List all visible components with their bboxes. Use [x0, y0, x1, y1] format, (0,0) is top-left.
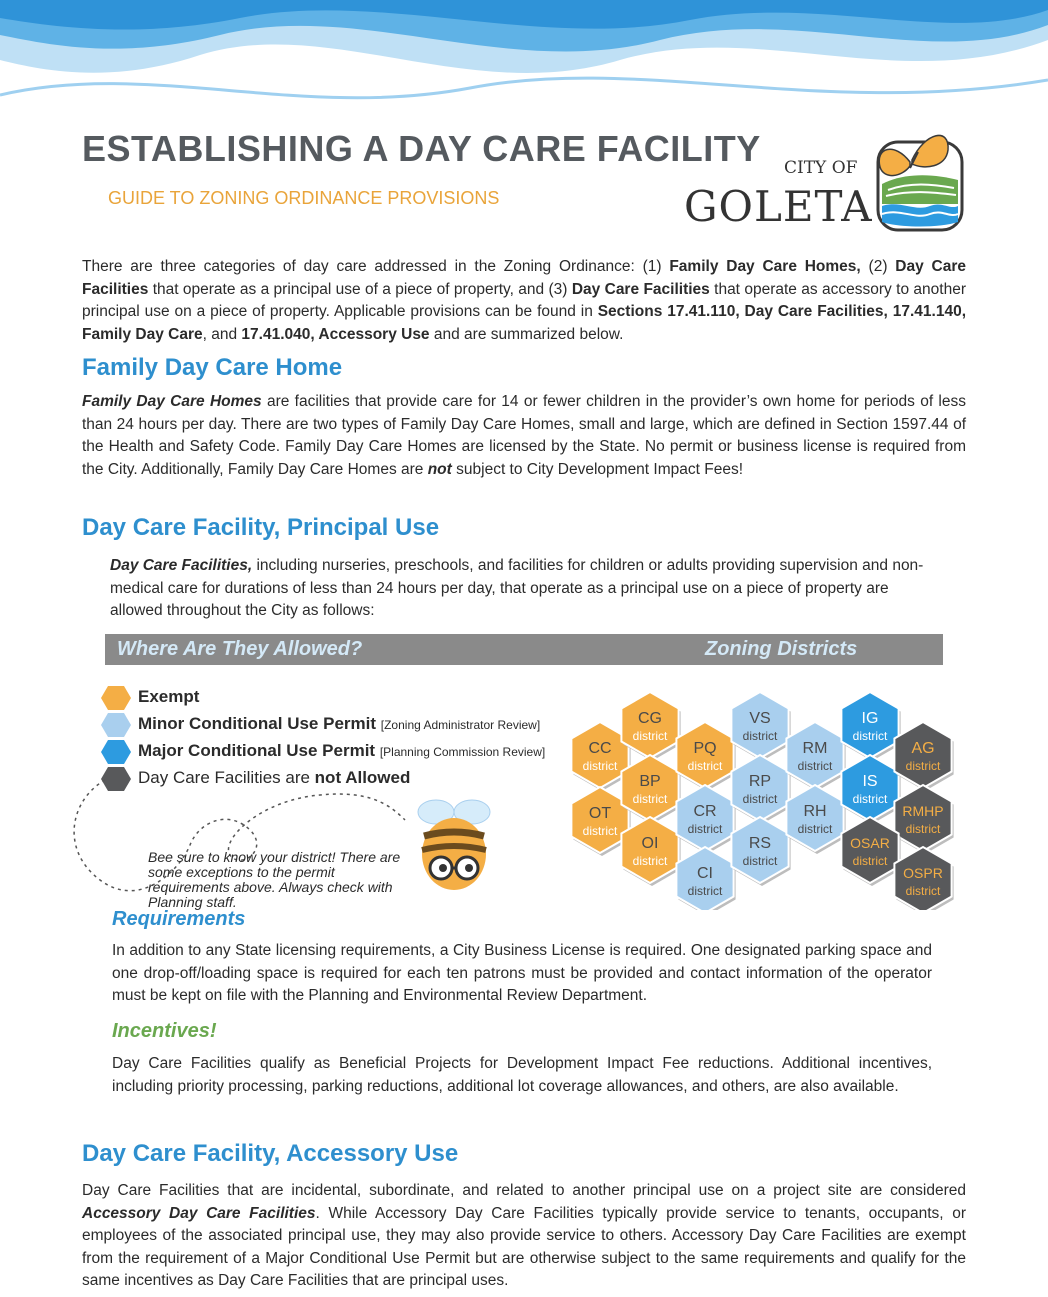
district-hex-osar: [841, 817, 900, 886]
district-hex-cr: [676, 785, 735, 854]
district-label: district: [797, 759, 833, 773]
district-code: RH: [803, 803, 827, 820]
legend-minor-cup: Minor Conditional Use Permit [Zoning Administrator Review]: [100, 712, 530, 736]
district-label: district: [852, 792, 888, 806]
requirements-paragraph: In addition to any State licensing requirements, a City Business License is required. One designated parking space and one drop-off/loading space is required for each ten patrons must be provided and contact information of the operator must be kept on file with the Planning and Environmental Review Department.: [112, 942, 932, 1004]
legend-hex-exempt: [100, 685, 132, 711]
zoning-band: [105, 634, 943, 665]
district-label: district: [742, 729, 778, 743]
incentives-paragraph: Day Care Facilities qualify as Beneficial Projects for Development Impact Fee reductions. Additional incentives, including priority processing, parking reductions, additional lot coverage allowances, and others, are also available.: [112, 1055, 932, 1095]
district-hex-rm: [786, 722, 845, 791]
legend-hex-minor: [100, 712, 132, 738]
page-subtitle: GUIDE TO ZONING ORDINANCE PROVISIONS: [108, 188, 500, 208]
district-label: district: [582, 824, 618, 838]
district-hex-ag: [894, 722, 953, 791]
district-code: BP: [639, 773, 661, 790]
district-hex-rp: [731, 755, 790, 824]
district-label: district: [632, 854, 668, 868]
bee-illustration: [408, 796, 500, 896]
band-left-label: Where Are They Allowed?: [117, 638, 363, 660]
intro-paragraph: There are three categories of day care addressed in the Zoning Ordinance: (1) Family Day Care Homes, (2) Day Care Facilities that operate as a principal use of a piece of property, and (3) Day Care Facilities that operate as accessory to another principal use on a piece of property. Applicable provisions can be found in Sections 17.41.110, Day Care Facilities, 17.41.140, Family Day Care, and 17.41.040, Accessory Use and are summarized below.: [82, 258, 966, 343]
district-label: district: [632, 729, 668, 743]
logo-city-of: CITY OF: [784, 158, 858, 178]
zoning-district-hexmap: [545, 680, 975, 910]
district-hex-ig: [841, 692, 900, 761]
band-right-label: Zoning Districts: [705, 638, 858, 660]
district-code: OT: [588, 805, 612, 822]
district-hex-rs: [731, 817, 790, 886]
district-label: district: [742, 792, 778, 806]
legend-exempt: Exempt: [100, 685, 530, 709]
district-label: district: [632, 792, 668, 806]
header-waves: [0, 0, 1048, 125]
principal-paragraph: Day Care Facilities, including nurseries, preschools, and facilities for children or adults providing supervision and non-medical care for durations of less than 24 hours per day, that operate as a principal use on a piece of property are allowed throughout the City as follows:: [110, 557, 924, 619]
district-label: district: [852, 729, 888, 743]
requirements-heading: Requirements: [112, 908, 246, 930]
district-label: district: [742, 854, 778, 868]
district-hex-is: [841, 755, 900, 824]
bee-note: Bee sure to know your district! There are some exceptions to the permit requirements above. Always check with Planning staff.: [148, 849, 401, 910]
district-label: district: [687, 822, 723, 836]
district-label: district: [905, 884, 941, 898]
legend-major-cup: Major Conditional Use Permit [Planning Commission Review]: [100, 739, 530, 763]
district-hex-oi: [621, 817, 680, 886]
incentives-heading: Incentives!: [112, 1020, 217, 1042]
district-code: OI: [641, 835, 659, 852]
district-code: VS: [749, 710, 771, 727]
legend-not-allowed: Day Care Facilities are not Allowed: [100, 766, 530, 790]
district-label: district: [797, 822, 833, 836]
district-code: IS: [862, 773, 878, 790]
district-label: district: [905, 822, 941, 836]
district-hex-ci: [676, 847, 735, 910]
district-code: AG: [911, 740, 935, 757]
district-label: district: [852, 854, 888, 868]
accessory-paragraph: Day Care Facilities that are incidental, subordinate, and related to another principal use on a project site are considered Accessory Day Care Facilities. While Accessory Day Care Facilities typically provide service to tenants, occupants, or employees of the associated principal use, they may also provide service to others. Accessory Day Care Facilities are exempt from the requirement of a Major Conditional Use Permit but are otherwise subject to the same requirements and qualify for the same incentives as Day Care Facilities that are principal uses.: [82, 1182, 966, 1289]
district-code: RMHP: [902, 803, 944, 819]
district-hex-vs: [731, 692, 790, 761]
district-code: RS: [748, 835, 772, 852]
district-code: CG: [638, 710, 662, 727]
logo-goleta: GOLETA: [684, 182, 873, 231]
district-code: OSAR: [850, 835, 890, 851]
page-title: ESTABLISHING A DAY CARE FACILITY: [82, 128, 761, 169]
district-code: PQ: [693, 740, 717, 757]
district-code: IG: [861, 710, 879, 727]
district-code: CC: [588, 740, 612, 757]
principal-heading: Day Care Facility, Principal Use: [82, 514, 440, 541]
district-code: CI: [697, 865, 713, 882]
district-hex-rh: [786, 785, 845, 854]
accessory-heading: Day Care Facility, Accessory Use: [82, 1140, 459, 1167]
family-paragraph: Family Day Care Homes are facilities that provide care for 14 or fewer children in the provider’s own home for periods of less than 24 hours per day. There are two types of Family Day Care Homes, small and large, which are defined in Section 1597.44 of the Health and Safety Code. Family Day Care Homes are licensed by the State. No permit or business license is required from the City. Additionally, Family Day Care Homes are not subject to City Development Impact Fees!: [82, 393, 966, 478]
district-label: district: [905, 759, 941, 773]
district-code: OSPR: [903, 865, 943, 881]
district-label: district: [582, 759, 618, 773]
district-label: district: [687, 759, 723, 773]
district-code: RP: [748, 773, 772, 790]
district-code: CR: [693, 803, 717, 820]
district-hex-ospr: [894, 847, 953, 910]
family-heading: Family Day Care Home: [82, 354, 343, 381]
goleta-butterfly-logo: [870, 122, 970, 234]
district-code: RM: [802, 740, 828, 757]
district-hex-pq: [676, 722, 735, 791]
district-hex-rmhp: [894, 785, 953, 854]
district-label: district: [687, 884, 723, 898]
